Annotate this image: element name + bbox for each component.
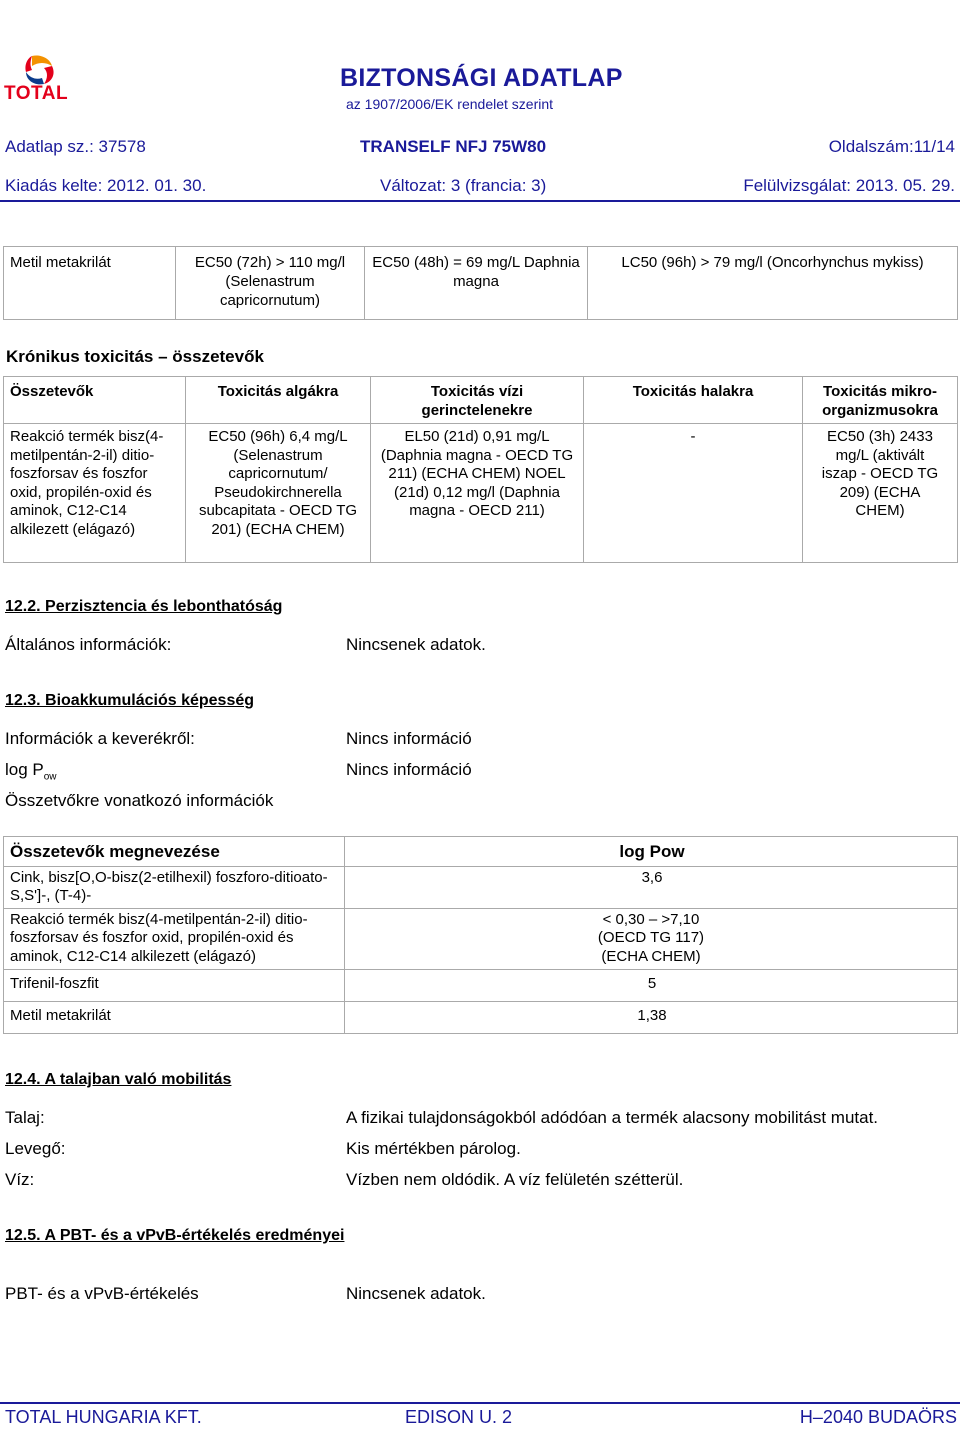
sheet-number: Adatlap sz.: 37578 bbox=[5, 137, 146, 156]
page-number: Oldalszám:11/14 bbox=[828, 137, 955, 156]
total-logo bbox=[4, 52, 84, 102]
water-value: Vízben nem oldódik. A víz felületén szétterül. bbox=[346, 1170, 684, 1189]
column-header: Toxicitás halakra bbox=[584, 377, 803, 424]
column-header: Toxicitás algákra bbox=[186, 377, 371, 424]
section-12-2-title: 12.2. Perzisztencia és lebonthatóság bbox=[5, 598, 283, 615]
footer-company: TOTAL HUNGARIA KFT. bbox=[5, 1407, 202, 1427]
table-header-row bbox=[4, 377, 958, 424]
component-name: Reakció termék bisz(4-metilpentán-2-il) ditio-foszforsav és foszfor oxid, propilén-oxid és aminok, C12-C14 alkilezett (elágazó) bbox=[4, 908, 345, 969]
section-12-5-title: 12.5. A PBT- és a vPvB-értékelés eredményei bbox=[5, 1227, 345, 1244]
soil-label: Talaj: bbox=[5, 1108, 45, 1127]
header-divider bbox=[0, 200, 960, 202]
chronic-toxicity-title: Krónikus toxicitás – összetevők bbox=[6, 347, 264, 366]
pbt-label: PBT- és a vPvB-értékelés bbox=[5, 1284, 199, 1303]
table-row bbox=[4, 908, 958, 969]
algae-toxicity: EC50 (72h) > 110 mg/l (Selenastrum capricornutum) bbox=[176, 247, 365, 320]
fish-toxicity: LC50 (96h) > 79 mg/l (Oncorhynchus mykiss) bbox=[588, 247, 958, 320]
column-header: Toxicitás mikro-organizmusokra bbox=[803, 377, 958, 424]
column-header: Toxicitás vízi gerinctelenekre bbox=[371, 377, 584, 424]
table-row bbox=[4, 247, 958, 320]
component-name: Reakció termék bisz(4-metilpentán-2-il) ditio-foszforsav és foszfor oxid, propilén-oxid és aminok, C12-C14 alkilezett (elágazó) bbox=[4, 424, 186, 563]
issue-date: Kiadás kelte: 2012. 01. 30. bbox=[5, 176, 207, 195]
section-12-4-title: 12.4. A talajban való mobilitás bbox=[5, 1071, 232, 1088]
component-info-label: Összetvőkre vonatkozó információk bbox=[5, 791, 274, 810]
log-pow-value: 1,38 bbox=[345, 1001, 958, 1033]
invertebrate-toxicity: EL50 (21d) 0,91 mg/L (Daphnia magna - OECD TG 211) (ECHA CHEM) NOEL (21d) 0,12 mg/l (Daphnia magna - OECD 211) bbox=[371, 424, 584, 563]
table-header-row bbox=[4, 837, 958, 867]
section-12-3-title: 12.3. Bioakkumulációs képesség bbox=[5, 692, 255, 709]
mixture-info-value: Nincs információ bbox=[346, 729, 472, 748]
document-title: BIZTONSÁGI ADATLAP bbox=[340, 64, 623, 92]
footer-city: H–2040 BUDAÖRS bbox=[799, 1407, 957, 1427]
column-header: log Pow bbox=[345, 837, 958, 867]
footer-divider bbox=[0, 1402, 960, 1404]
fish-toxicity: - bbox=[584, 424, 803, 563]
general-info-value: Nincsenek adatok. bbox=[346, 635, 486, 654]
log-pow-label-text: log P bbox=[5, 760, 44, 779]
chronic-toxicity-table bbox=[3, 376, 958, 563]
algae-toxicity: EC50 (96h) 6,4 mg/L (Selenastrum capricornutum/ Pseudokirchnerella subcapitata - OECD TG 201) (ECHA CHEM) bbox=[186, 424, 371, 563]
component-name: Cink, bisz[O,O-bisz(2-etilhexil) foszforo-ditioato-S,S']-, (T-4)- bbox=[4, 866, 345, 908]
column-header: Összetevők bbox=[4, 377, 186, 424]
document-subtitle: az 1907/2006/EK rendelet szerint bbox=[346, 96, 554, 112]
log-pow-table bbox=[3, 836, 958, 1034]
pbt-value: Nincsenek adatok. bbox=[346, 1284, 486, 1303]
log-pow-value: Nincs információ bbox=[346, 760, 472, 779]
component-name: Trifenil-foszfit bbox=[4, 969, 345, 1001]
logo-text: TOTAL bbox=[4, 83, 69, 102]
air-value: Kis mértékben párolog. bbox=[346, 1139, 521, 1158]
table-row bbox=[4, 866, 958, 908]
version: Változat: 3 (francia: 3) bbox=[380, 176, 547, 195]
table-row bbox=[4, 424, 958, 563]
microorganism-toxicity: EC50 (3h) 2433 mg/L (aktivált iszap - OECD TG 209) (ECHA CHEM) bbox=[803, 424, 958, 563]
log-pow-value: < 0,30 – >7,10 (OECD TG 117) (ECHA CHEM) bbox=[345, 908, 958, 969]
log-pow-label bbox=[5, 760, 57, 782]
soil-value: A fizikai tulajdonságokból adódóan a termék alacsony mobilitást mutat. bbox=[346, 1108, 879, 1127]
log-pow-subscript: ow bbox=[43, 771, 57, 783]
revision-date: Felülvizsgálat: 2013. 05. 29. bbox=[743, 176, 955, 195]
acute-toxicity-table bbox=[3, 246, 958, 320]
component-name: Metil metakrilát bbox=[4, 247, 176, 320]
daphnia-toxicity: EC50 (48h) = 69 mg/L Daphnia magna bbox=[365, 247, 588, 320]
log-pow-value: 3,6 bbox=[345, 866, 958, 908]
water-label: Víz: bbox=[5, 1170, 35, 1189]
footer-street: EDISON U. 2 bbox=[405, 1407, 513, 1427]
mixture-info-label: Információk a keverékről: bbox=[5, 729, 195, 748]
log-pow-value: 5 bbox=[345, 969, 958, 1001]
logo-swirl-icon bbox=[25, 55, 53, 84]
column-header: Összetevők megnevezése bbox=[4, 837, 345, 867]
table-row bbox=[4, 969, 958, 1001]
air-label: Levegő: bbox=[5, 1139, 66, 1158]
general-info-label: Általános információk: bbox=[5, 635, 172, 654]
product-name: TRANSELF NFJ 75W80 bbox=[360, 137, 547, 156]
component-name: Metil metakrilát bbox=[4, 1001, 345, 1033]
table-row bbox=[4, 1001, 958, 1033]
